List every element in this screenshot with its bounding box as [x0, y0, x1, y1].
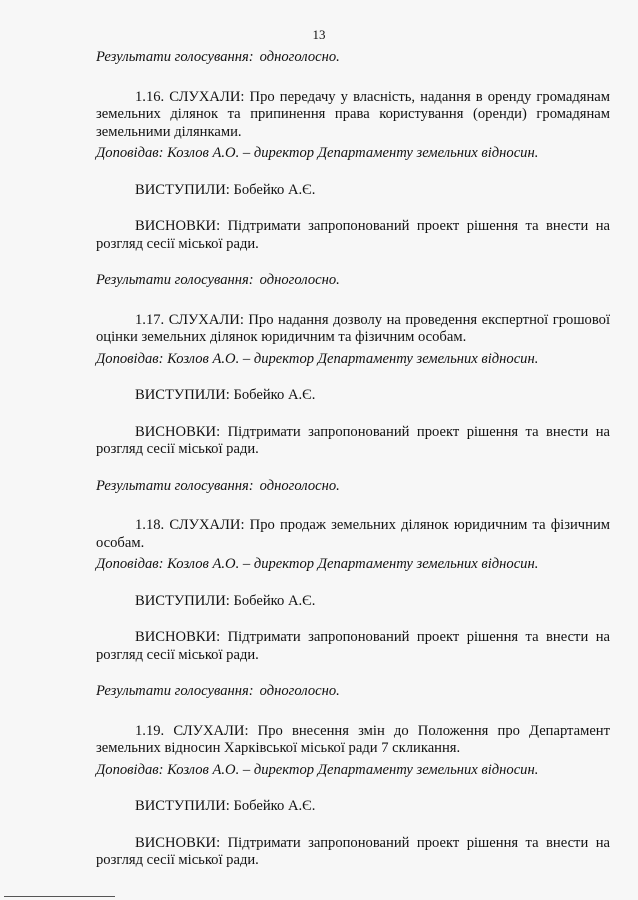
spoke-text: ВИСТУПИЛИ: Бобейко А.Є.: [135, 181, 316, 198]
voting-result: [96, 49, 610, 67]
heard-text: 1.18. СЛУХАЛИ: Про продаж земельних ділянок юридичним та фізичним особам.: [96, 517, 610, 551]
voting-result-label: Результати голосування:: [96, 49, 254, 65]
heard-text: 1.17. СЛУХАЛИ: Про надання дозволу на проведення експертної грошової оцінки земельних ділянок юридичним та фізичним особам.: [96, 311, 610, 345]
voting-result-label: Результати голосування:: [96, 477, 254, 494]
reporter-text: Доповідав: Козлов А.О. – директор Департаменту земельних відносин.: [96, 350, 539, 367]
reporter-text: Доповідав: Козлов А.О. – директор Департаменту земельних відносин.: [96, 556, 539, 572]
voting-result-value: одноголосно.: [259, 683, 340, 699]
spoke-text: ВИСТУПИЛИ: Бобейко А.Є.: [135, 592, 316, 609]
conclusion-text: ВИСНОВКИ: Підтримати запропонований проект рішення та внести на розгляд сесії міської ради.: [96, 834, 610, 868]
conclusion-text: ВИСНОВКИ: Підтримати запропонований проект рішення та внести на розгляд сесії міської ради.: [96, 423, 610, 457]
conclusion-text: ВИСНОВКИ: Підтримати запропонований проект рішення та внести на розгляд сесії міської ради.: [96, 218, 610, 252]
spoke-text: ВИСТУПИЛИ: Бобейко А.Є.: [135, 798, 316, 814]
agenda-item-1-18: [96, 517, 610, 723]
voting-result-value: одноголосно.: [259, 272, 340, 288]
page-number: 13: [312, 27, 326, 42]
reporter-text: Доповідав: Козлов А.О. – директор Департаменту земельних відносин.: [96, 145, 539, 161]
heard-text: 1.19. СЛУХАЛИ: Про внесення змін до Положення про Департамент земельних відносин Харківської міської ради 7 скликання.: [96, 722, 610, 756]
voting-result-value: одноголосно.: [259, 49, 340, 65]
voting-result: [96, 272, 610, 290]
footnote-divider: [4, 896, 115, 897]
document-body: [96, 49, 610, 870]
conclusion-text: ВИСНОВКИ: Підтримати запропонований проект рішення та внести на розгляд сесії міської ради.: [96, 629, 610, 663]
voting-result: [96, 683, 610, 701]
heard-text: 1.16. СЛУХАЛИ: Про передачу у власність, надання в оренду громадянам земельних ділянок та припинення права користування (оренди) громадянам земельними ділянками.: [96, 88, 610, 140]
agenda-item-1-17: [96, 312, 610, 518]
spoke-text: ВИСТУПИЛИ: Бобейко А.Є.: [135, 387, 316, 403]
reporter-text: Доповідав: Козлов А.О. – директор Департаменту земельних відносин.: [96, 761, 539, 778]
voting-result-label: Результати голосування:: [96, 683, 254, 699]
voting-result: [96, 478, 610, 496]
voting-result-value: одноголосно.: [259, 477, 340, 494]
agenda-item-1-19: [96, 723, 610, 870]
agenda-item-1-16: [96, 89, 610, 312]
voting-result-label: Результати голосування:: [96, 272, 254, 288]
